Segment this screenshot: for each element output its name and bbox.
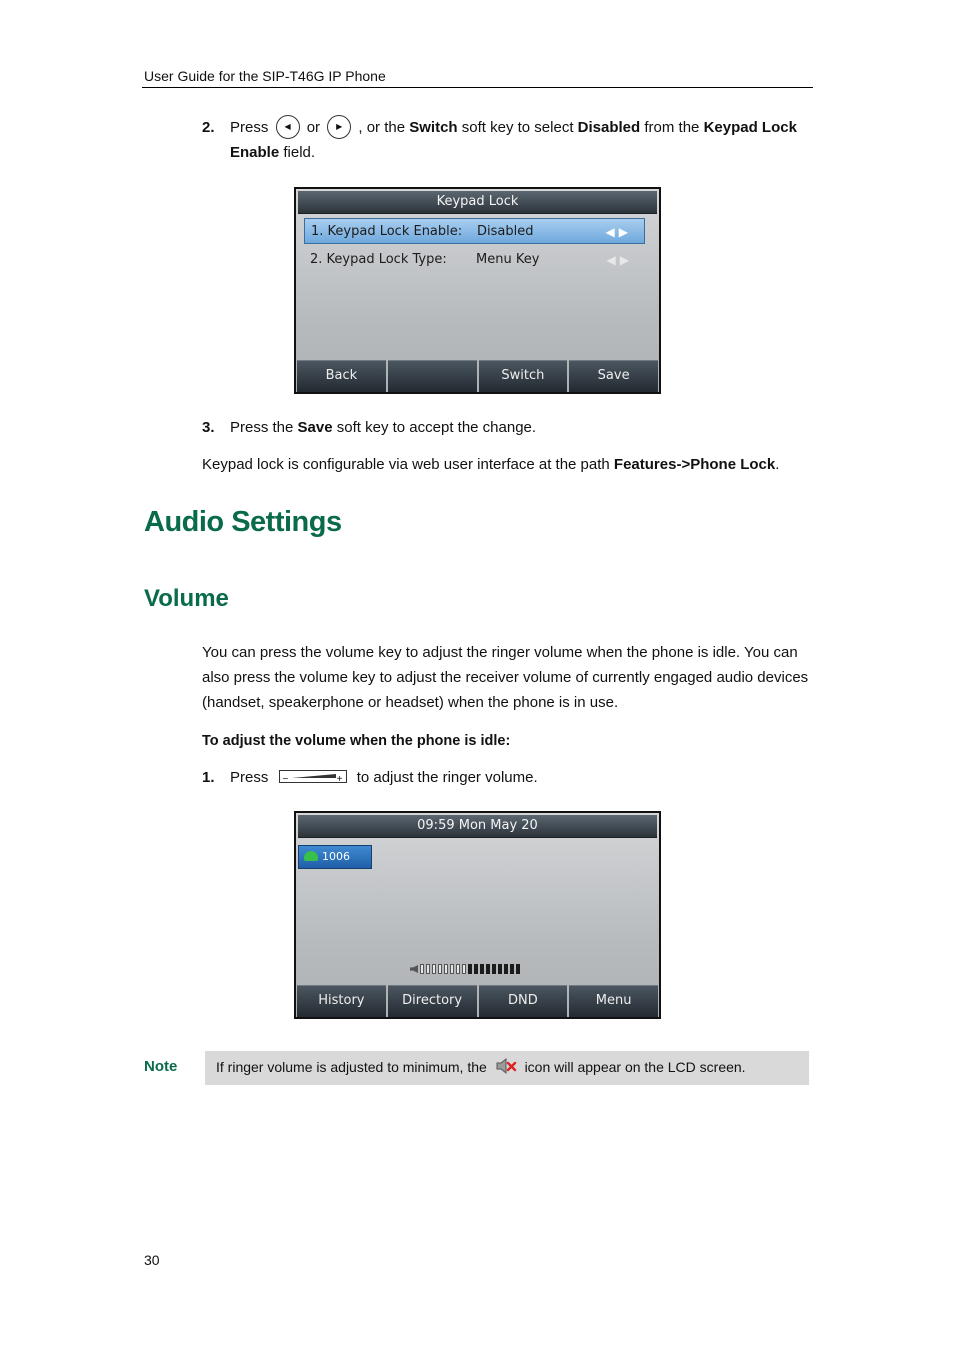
volume-key-icon: − + xyxy=(279,770,347,783)
mute-icon xyxy=(495,1057,517,1075)
step-2 xyxy=(202,115,814,165)
note-text: If ringer volume is adjusted to minimum, the xyxy=(216,1059,487,1075)
softkey-empty[interactable] xyxy=(388,360,477,392)
volume-segment xyxy=(432,964,436,974)
disabled-term: Disabled xyxy=(577,119,641,136)
volume-segment xyxy=(450,964,454,974)
step-text: soft key to select xyxy=(461,119,574,136)
softkey-back[interactable]: Back xyxy=(297,360,386,392)
volume-segment xyxy=(510,964,514,974)
volume-segment xyxy=(468,964,472,974)
volume-segment xyxy=(492,964,496,974)
volume-segment xyxy=(420,964,424,974)
row-label: 1. Keypad Lock Enable: xyxy=(311,224,463,239)
left-nav-key-icon: ◀ xyxy=(276,115,300,139)
section-heading: Audio Settings xyxy=(144,506,342,538)
switch-term: Switch xyxy=(409,119,458,136)
volume-segment xyxy=(438,964,442,974)
note-box xyxy=(205,1051,809,1085)
volume-segment xyxy=(426,964,430,974)
step-text: field. xyxy=(283,144,316,162)
step-text: Press xyxy=(230,769,269,786)
step-text: , or the xyxy=(358,119,406,136)
phone-icon xyxy=(304,851,318,861)
step-text: to adjust the ringer volume. xyxy=(356,769,538,786)
step-number: 2. xyxy=(202,119,215,136)
field-term: Enable xyxy=(230,144,280,162)
softkey-directory[interactable]: Directory xyxy=(388,985,477,1017)
procedure-title: To adjust the volume when the phone is idle: xyxy=(202,733,511,749)
volume-paragraph: You can press the volume key to adjust the ringer volume when the phone is idle. You can also press the volume key to adjust the receiver volume of currently engaged audio devices (handset, speakerphone or headset) when the phone is in use. xyxy=(202,644,809,711)
note-text: Keypad lock is configurable via web user interface at the path xyxy=(202,456,610,473)
right-nav-key-icon: ▶ xyxy=(327,115,351,139)
page-number: 30 xyxy=(144,1252,160,1268)
running-header: User Guide for the SIP-T46G IP Phone xyxy=(144,68,386,84)
softkey-dnd[interactable]: DND xyxy=(479,985,568,1017)
volume-segment xyxy=(456,964,460,974)
volume-segment xyxy=(444,964,448,974)
volume-segment xyxy=(480,964,484,974)
menu-row-keypad-lock-type[interactable] xyxy=(304,247,645,273)
softkey-history[interactable]: History xyxy=(297,985,386,1017)
volume-segment xyxy=(498,964,502,974)
idle-screen xyxy=(294,811,661,1019)
menu-row-keypad-lock-enable[interactable] xyxy=(304,218,645,244)
volume-segment xyxy=(474,964,478,974)
softkey-bar xyxy=(296,985,659,1017)
row-value: Menu Key xyxy=(476,252,540,267)
volume-segment xyxy=(516,964,520,974)
line-key-label: 1006 xyxy=(322,850,350,863)
subsection-heading: Volume xyxy=(144,585,229,612)
step-text: or xyxy=(306,119,321,136)
step-number: 3. xyxy=(202,419,215,436)
save-term: Save xyxy=(297,419,333,436)
row-value: Disabled xyxy=(477,224,534,239)
volume-bar xyxy=(410,963,522,975)
left-right-arrows-icon: ◀▶ xyxy=(605,225,632,239)
screen-title: Keypad Lock xyxy=(298,191,657,214)
note-label: Note xyxy=(144,1058,178,1075)
step-3 xyxy=(202,415,814,440)
step-1 xyxy=(202,765,814,790)
step-text: from the xyxy=(644,119,700,136)
row-label: 2. Keypad Lock Type: xyxy=(310,252,447,267)
field-term: Keypad Lock xyxy=(703,119,797,136)
line-key[interactable] xyxy=(298,845,372,869)
keypad-lock-screen xyxy=(294,187,661,394)
date-time-bar: 09:59 Mon May 20 xyxy=(298,815,657,838)
period: . xyxy=(775,456,780,473)
softkey-save[interactable]: Save xyxy=(569,360,658,392)
keypad-lock-note xyxy=(202,452,814,477)
step-text: Press the xyxy=(230,419,294,436)
softkey-menu[interactable]: Menu xyxy=(569,985,658,1017)
softkey-switch[interactable]: Switch xyxy=(479,360,568,392)
volume-segment xyxy=(486,964,490,974)
step-text: Press xyxy=(230,119,269,136)
left-right-arrows-icon: ◀▶ xyxy=(606,253,633,267)
speaker-icon xyxy=(410,965,418,973)
header-rule xyxy=(142,87,813,88)
volume-segment xyxy=(504,964,508,974)
softkey-bar xyxy=(296,360,659,392)
menu-path: Features->Phone Lock xyxy=(613,456,776,473)
step-number: 1. xyxy=(202,769,215,786)
step-text: soft key to accept the change. xyxy=(336,419,537,436)
note-text: icon will appear on the LCD screen. xyxy=(524,1059,746,1075)
volume-segment xyxy=(462,964,466,974)
